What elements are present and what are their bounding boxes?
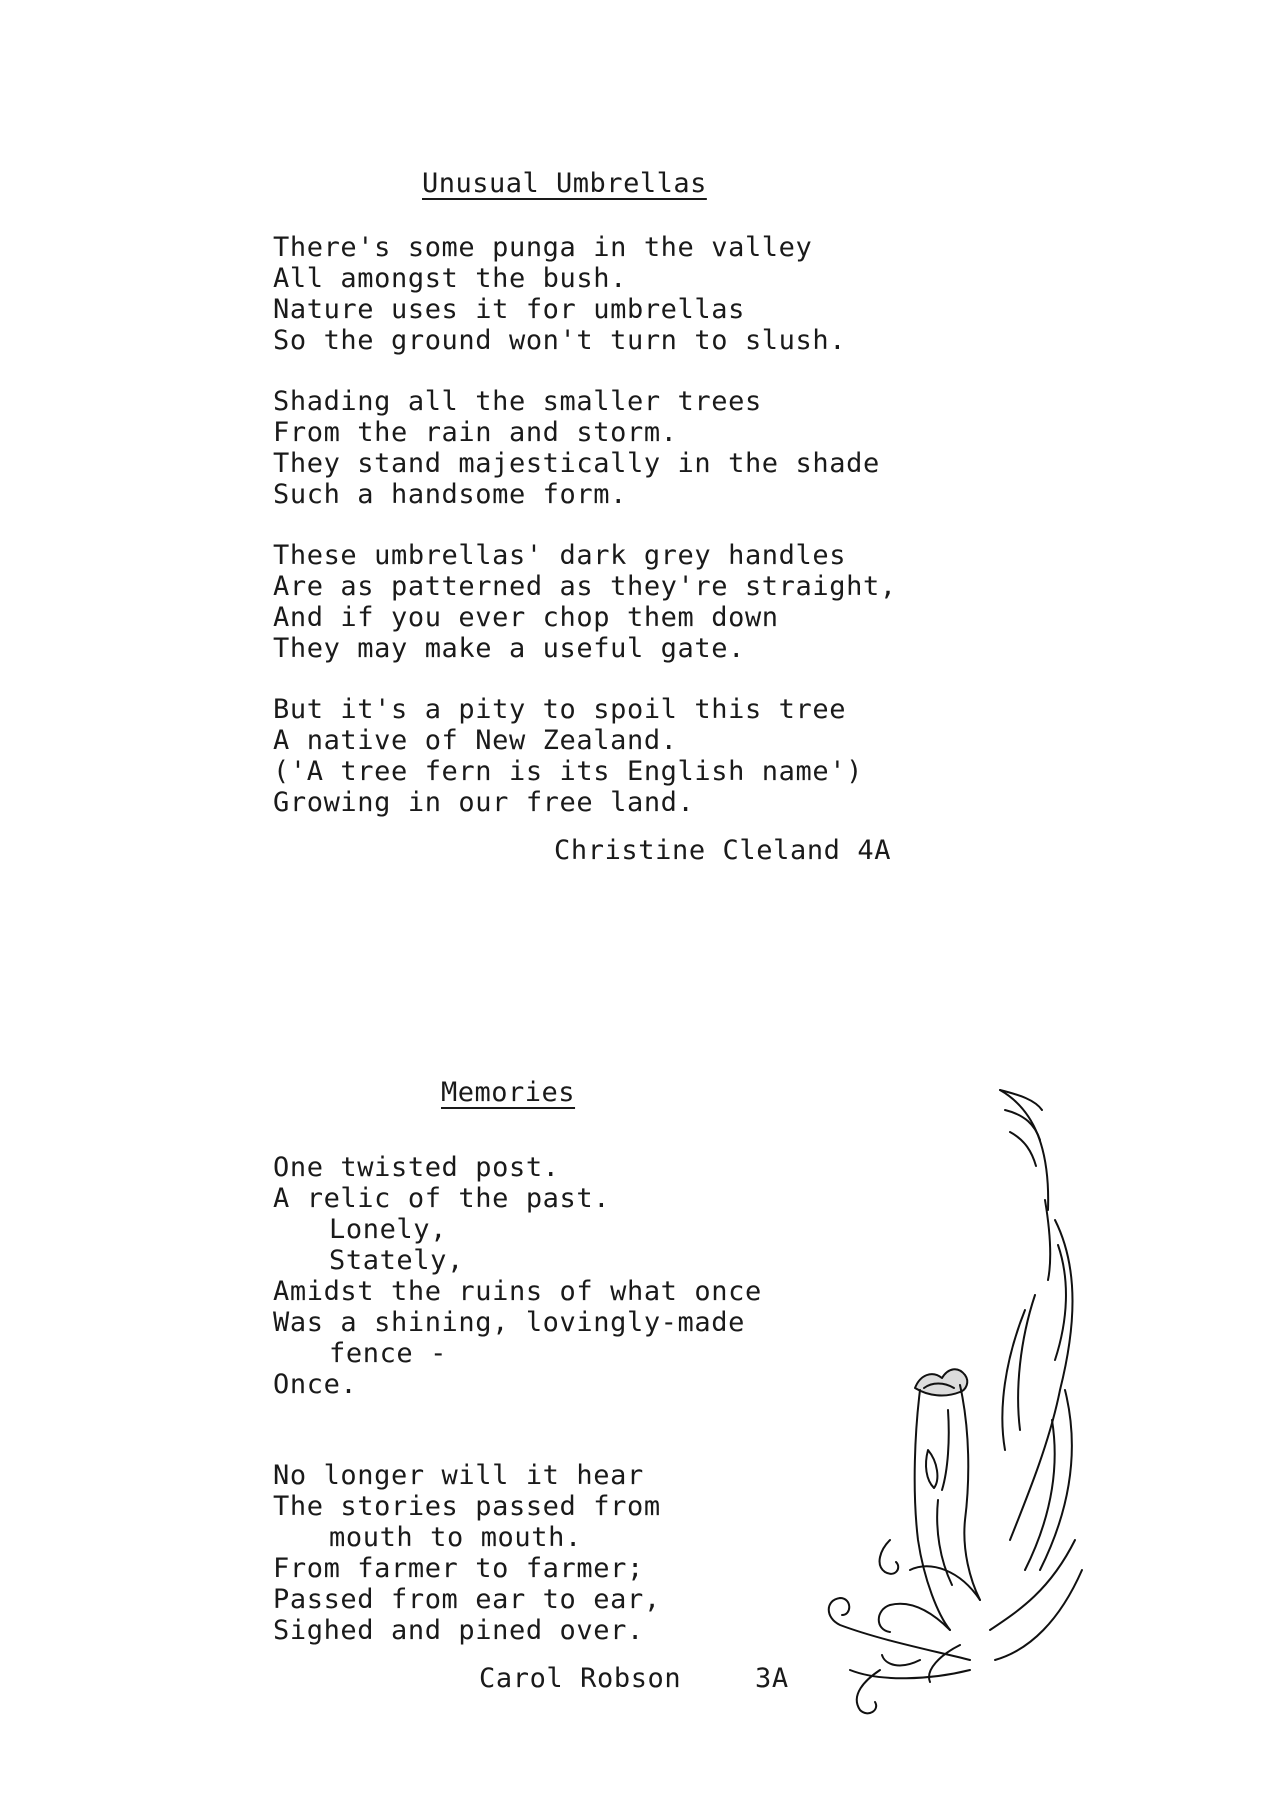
poem-line: Amidst the ruins of what once	[273, 1276, 762, 1307]
poem-line: Sighed and pined over.	[273, 1615, 644, 1646]
poem2-author: Carol Robson	[479, 1663, 682, 1694]
fence-post-illustration-icon	[820, 1070, 1100, 1720]
poem-line: Was a shining, lovingly-made	[273, 1307, 745, 1338]
poem1-author: Christine Cleland 4A	[554, 835, 892, 866]
poem1-stanza-1	[273, 232, 846, 356]
poem1-stanza-4	[273, 694, 863, 818]
poem-line: There's some punga in the valley	[273, 232, 813, 263]
poem-line: Once.	[273, 1369, 358, 1400]
poem-line: So the ground won't turn to slush.	[273, 325, 847, 356]
poem-title-memories: Memories	[441, 1077, 576, 1108]
poem-line: All amongst the bush.	[273, 263, 627, 294]
poem-title-unusual-umbrellas: Unusual Umbrellas	[422, 168, 707, 199]
poem-line: mouth to mouth.	[329, 1522, 582, 1553]
poem-line: No longer will it hear	[273, 1460, 644, 1491]
poem-line: And if you ever chop them down	[273, 602, 779, 633]
poem-line: One twisted post.	[273, 1152, 560, 1183]
poem-line: But it's a pity to spoil this tree	[273, 694, 847, 725]
poem-line: From farmer to farmer;	[273, 1553, 644, 1584]
poem-line: Shading all the smaller trees	[273, 386, 762, 417]
poem2-stanza-1	[273, 1152, 762, 1400]
poem-line: Growing in our free land.	[273, 787, 695, 818]
poem-line: A native of New Zealand.	[273, 725, 678, 756]
poem-line: These umbrellas' dark grey handles	[273, 540, 847, 571]
poem-line: A relic of the past.	[273, 1183, 611, 1214]
poem-line: Nature uses it for umbrellas	[273, 294, 745, 325]
poem-line: The stories passed from	[273, 1491, 661, 1522]
poem-line: They may make a useful gate.	[273, 633, 745, 664]
poem2-class: 3A	[755, 1663, 789, 1694]
poem-line: Are as patterned as they're straight,	[273, 571, 897, 602]
poem-line: Passed from ear to ear,	[273, 1584, 661, 1615]
poem-line: ('A tree fern is its English name')	[273, 756, 863, 787]
poem1-stanza-2	[273, 386, 880, 510]
poem-line: They stand majestically in the shade	[273, 448, 880, 479]
poem1-stanza-3	[273, 540, 897, 664]
poem-line: Stately,	[329, 1245, 464, 1276]
poem2-stanza-2	[273, 1460, 661, 1646]
poem-line: fence -	[329, 1338, 447, 1369]
poem-line: Lonely,	[329, 1214, 447, 1245]
poem-line: Such a handsome form.	[273, 479, 627, 510]
poem-line: From the rain and storm.	[273, 417, 678, 448]
